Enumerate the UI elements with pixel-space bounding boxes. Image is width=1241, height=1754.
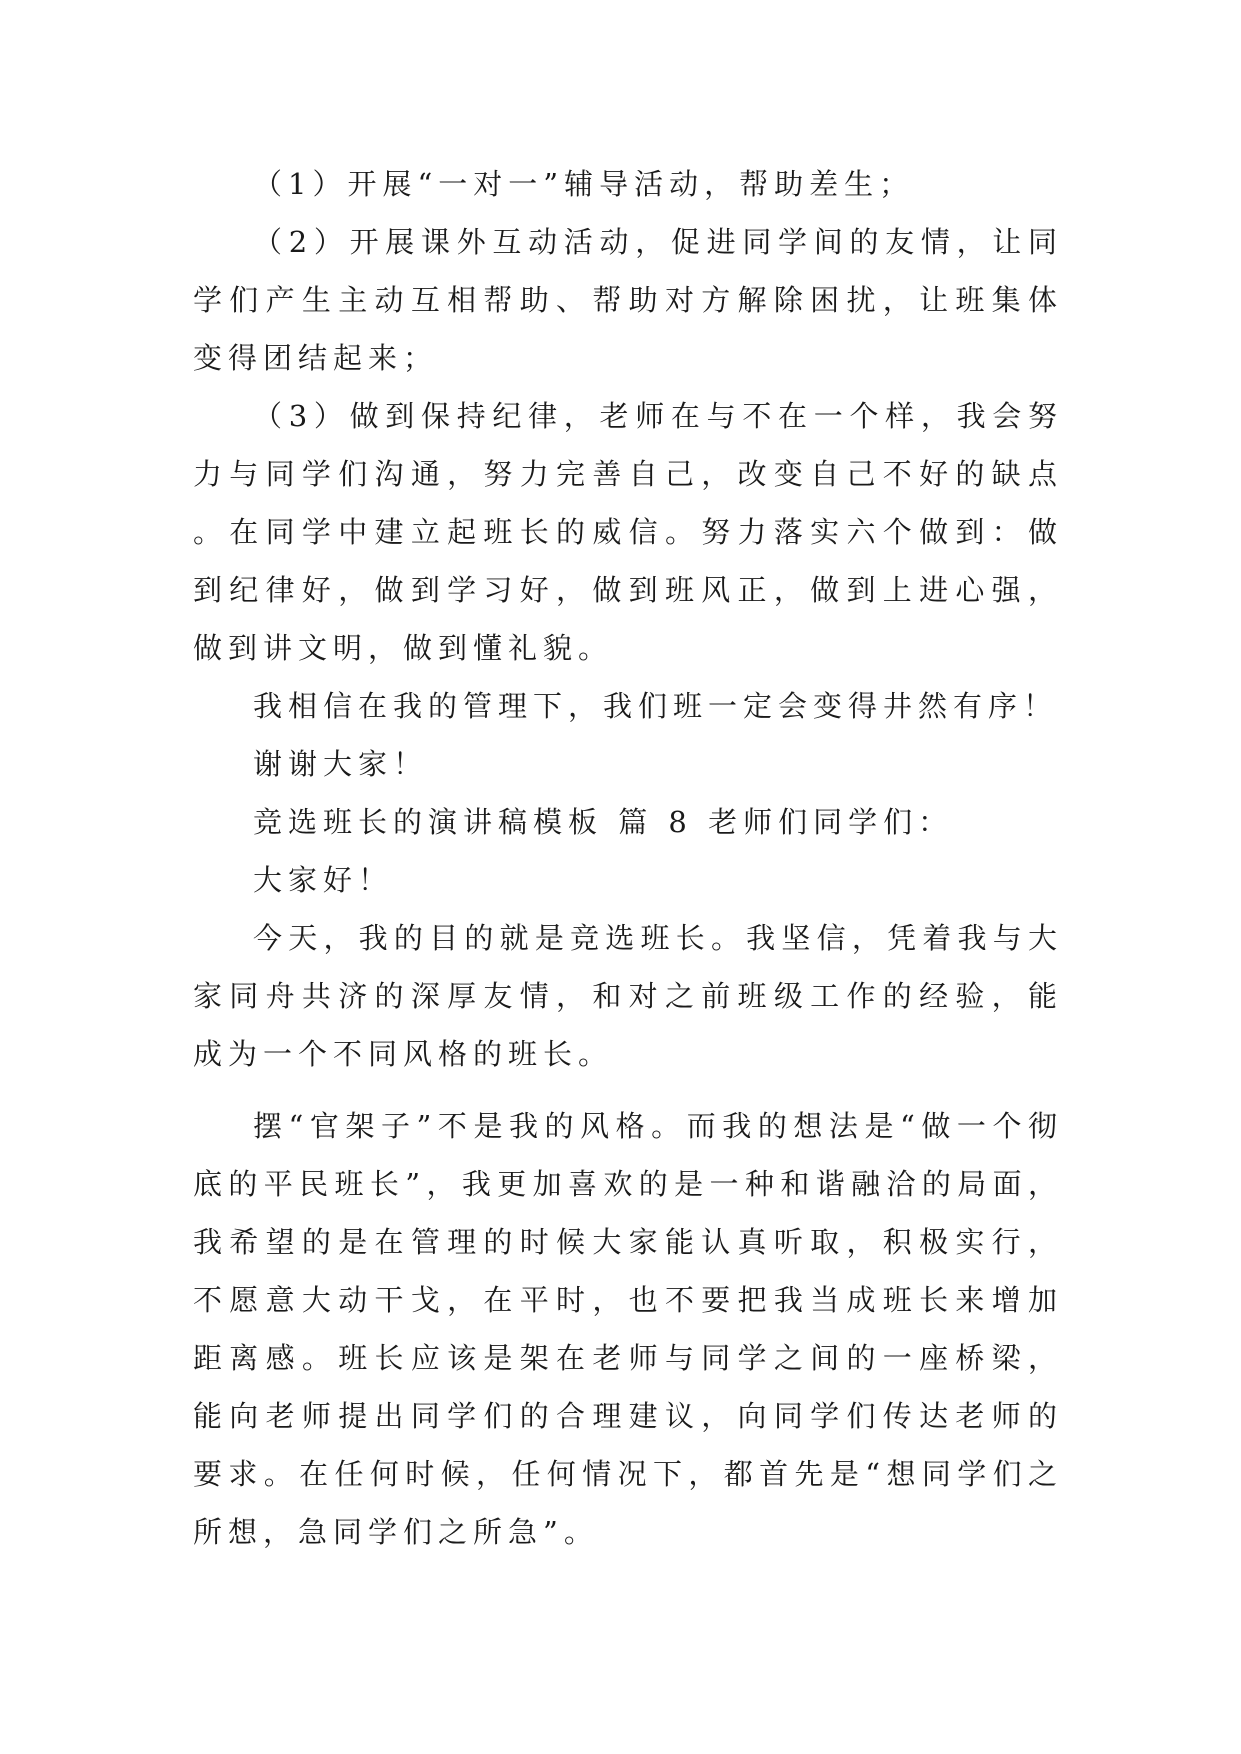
paragraph-1: （1）开展“一对一”辅导活动，帮助差生； [253,167,915,201]
paragraph-5: 谢谢大家！ [253,747,429,781]
paragraph-4: 我相信在我的管理下，我们班一定会变得井然有序！ [253,689,1059,723]
section-heading: 竞选班长的演讲稿模板 篇 8 老师们同学们： [253,805,954,839]
paragraph-greeting: 大家好！ [253,863,394,897]
paragraph-3: （3）做到保持纪律，老师在与不在一个样，我会努力与同学们沟通，努力完善自己，改变自己不好的缺点。在同学中建立起班长的威信。努力落实六个做到：做到纪律好，做到学习好，做到班风正，做到上进心强，做到讲文明，做到懂礼貌。 [193,399,1063,665]
paragraph-9: 摆“官架子”不是我的风格。而我的想法是“做一个彻底的平民班长”，我更加喜欢的是一种和谐融洽的局面，我希望的是在管理的时候大家能认真听取，积极实行，不愿意大动干戈，在平时，也不要把我当成班长来增加距离感。班长应该是架在老师与同学之间的一座桥梁，能向老师提出同学们的合理建议，向同学们传达老师的要求。在任何时候，任何情况下，都首先是“想同学们之所想，急同学们之所急”。 [193,1109,1063,1549]
paragraph-2: （2）开展课外互动活动，促进同学间的友情，让同学们产生主动互相帮助、帮助对方解除困扰，让班集体变得团结起来； [193,225,1063,375]
document-body [193,155,1063,1561]
paragraph-8: 今天，我的目的就是竞选班长。我坚信，凭着我与大家同舟共济的深厚友情，和对之前班级工作的经验，能成为一个不同风格的班长。 [193,921,1063,1071]
